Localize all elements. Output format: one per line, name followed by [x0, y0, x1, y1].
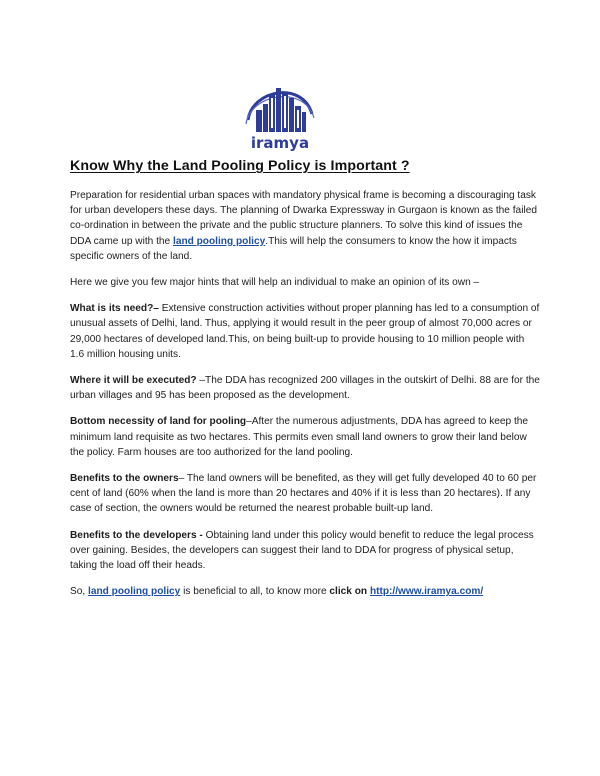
closing-paragraph [70, 584, 540, 599]
section-bottom-necessity [70, 414, 540, 460]
section-heading: What is its need?– [70, 303, 159, 315]
closing-middle: is beneficial to all, to know more [180, 586, 330, 598]
section-body: – The land owners will be benefited, as they will get fully developed 40 to 60 per cent of land (60% when the land is more than 20 hectares and 40% if it is less than 20 hectares). If any case of section, the owners would be returned the nearest probable built-up land. [70, 473, 537, 515]
article [70, 158, 540, 610]
iramya-logo [242, 80, 318, 154]
page-title: Know Why the Land Pooling Policy is Important ? [70, 158, 410, 174]
land-pooling-policy-link[interactable]: land pooling policy [173, 235, 266, 247]
hints-paragraph: Here we give you few major hints that will help an individual to make an opinion of its own – [70, 277, 480, 289]
intro-text-end: .This will help the consumers to know the how it impacts specific owners of the land. [70, 235, 517, 262]
iramya-website-link[interactable]: http://www.iramya.com/ [369, 586, 484, 598]
section-heading: Benefits to the owners [70, 473, 179, 485]
section-heading: Bottom necessity of land for pooling [70, 416, 247, 428]
section-executed [70, 373, 540, 403]
section-body: Obtaining land under this policy would benefit to reduce the legal process over gaining. Besides, the developers can suggest their land to DDA for progress of physical setup, taking the load off their heads. [70, 529, 534, 572]
section-heading: Where it will be executed? [70, 375, 197, 387]
section-body: Extensive construction activities without proper planning has led to a consumption of unusual assets of Delhi, land. Thus, applying it would result in the peer group of almost 70,000 acres or 29,000 hectares of developed land.This, on being built-up to provide housing to 10 million people with 1.6 million housing units. [70, 303, 540, 360]
section-body: –The DDA has recognized 200 villages in the outskirt of Delhi. 88 are for the urban villages and 95 has been proposed as the development. [70, 375, 540, 402]
click-on-label: click on [329, 586, 368, 598]
section-body: –After the numerous adjustments, DDA has agreed to keep the minimum land requisite as two hectares. This permits even small land owners to grow their land below the policy. Farm houses are too authorized for the land pooling. [70, 416, 529, 458]
intro-paragraph [70, 188, 540, 264]
intro-text: Preparation for residential urban spaces with mandatory physical frame is becoming a discouraging task for urban developers these days. The planning of Dwarka Expressway in Gurgaon is known as the failed co-ordination in between the private and the public structure planners. To solve this kind of issues the DDA came up with the [70, 190, 537, 247]
closing-prefix: So, [70, 586, 89, 598]
logo-wordmark: iramya [250, 134, 310, 152]
section-benefits-developers [70, 528, 540, 574]
section-heading: Benefits to the developers - [70, 529, 203, 541]
section-need [70, 301, 540, 362]
closing-land-pooling-link[interactable]: land pooling policy [88, 586, 181, 598]
section-benefits-owners [70, 471, 540, 517]
building-skyline-logo-icon [242, 80, 318, 154]
